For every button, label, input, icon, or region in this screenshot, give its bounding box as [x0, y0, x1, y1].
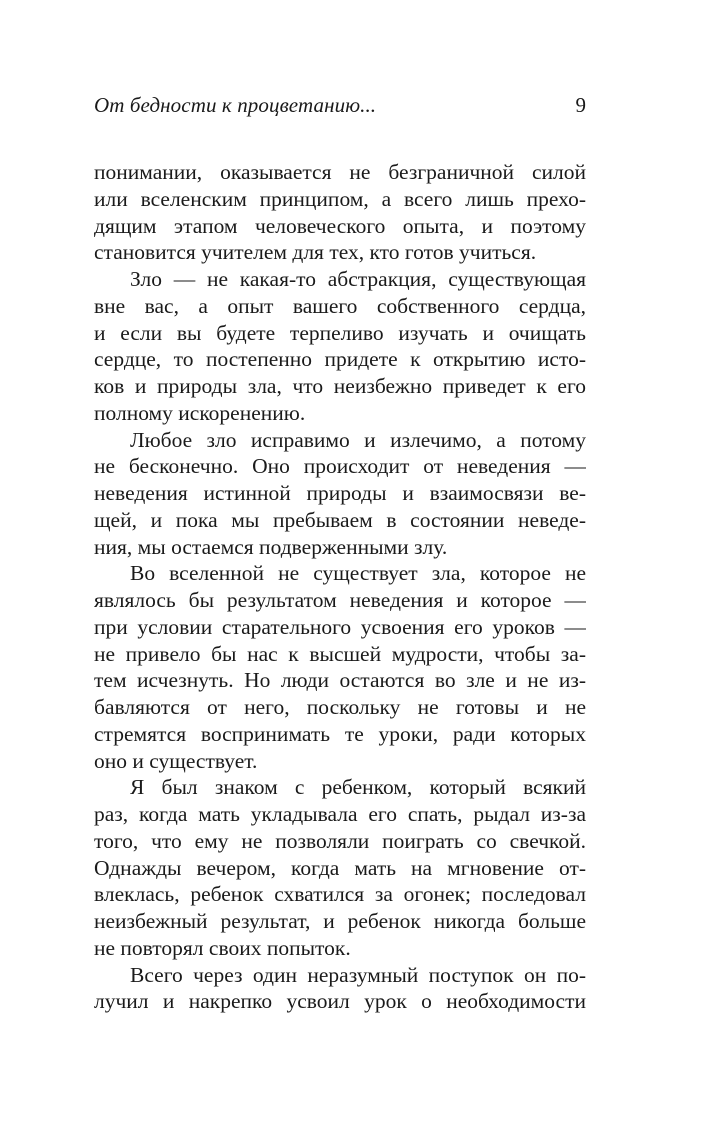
text-line: того, что ему не позволяли поиграть со свечкой. — [94, 828, 586, 853]
paragraph — [94, 427, 586, 561]
text-line: сердце, то постепенно придете к открытию исто- — [94, 347, 586, 372]
body-text — [94, 159, 586, 1015]
text-line: понимании, оказывается не безграничной силой — [94, 160, 586, 184]
text-line: Во вселенной не существует зла, которое не — [130, 561, 586, 586]
text-line: неизбежный результат, и ребенок никогда больше — [94, 909, 586, 933]
text-line: не повторял своих попыток. — [94, 935, 351, 960]
paragraph — [94, 962, 586, 1016]
paragraph — [94, 774, 586, 961]
text-line: влеклась, ребенок схватился за огонек; последовал — [94, 882, 586, 907]
text-line: оно и существует. — [94, 748, 258, 773]
running-head — [94, 93, 586, 123]
text-line: вне вас, а опыт вашего собственного сердца, — [94, 293, 586, 318]
paragraph — [94, 159, 586, 266]
text-line: бавляются от него, поскольку не готовы и не — [94, 695, 586, 719]
text-line: при условии старательного усвоения его уроков — — [94, 614, 586, 639]
text-line: тем исчезнуть. Но люди остаются во зле и не из- — [94, 668, 586, 693]
text-line: стремятся воспринимать те уроки, ради которых — [94, 721, 586, 746]
text-line: являлось бы результатом неведения и которое — — [94, 588, 586, 612]
text-line: Любое зло исправимо и излечимо, а потому — [130, 427, 586, 452]
text-line: раз, когда мать укладывала его спать, рыдал из-за — [94, 802, 586, 826]
page-number: 9 — [575, 93, 586, 117]
text-line: неведения истинной природы и взаимосвязи ве- — [94, 481, 586, 505]
text-line: становится учителем для тех, кто готов учиться. — [94, 240, 537, 265]
text-line: Всего через один неразумный поступок он по- — [130, 962, 586, 987]
paragraph — [94, 266, 586, 427]
text-line: Зло — не какая-то абстракция, существующая — [130, 267, 586, 291]
text-line: не привело бы нас к высшей мудрости, чтобы за- — [94, 641, 586, 666]
text-line: ков и природы зла, что неизбежно приведет к его — [94, 374, 586, 398]
text-line: полному искоренению. — [94, 400, 306, 425]
text-line: и если вы будете терпеливо изучать и очищать — [94, 320, 586, 345]
text-line: дящим этапом человеческого опыта, и поэтому — [94, 213, 586, 238]
text-line: Я был знаком с ребенком, который всякий — [130, 775, 586, 800]
text-line: не бесконечно. Оно происходит от неведения — — [94, 454, 586, 479]
running-title: От бедности к процветанию... — [94, 93, 377, 117]
text-line: щей, и пока мы пребываем в состоянии неведе- — [94, 507, 586, 532]
text-line: Однажды вечером, когда мать на мгновение от- — [94, 855, 586, 880]
text-line: или вселенским принципом, а всего лишь прехо- — [94, 186, 586, 211]
text-line: ния, мы остаемся подверженными злу. — [94, 534, 448, 559]
text-line: лучил и накрепко усвоил урок о необходимости — [94, 989, 586, 1014]
paragraph — [94, 560, 586, 774]
